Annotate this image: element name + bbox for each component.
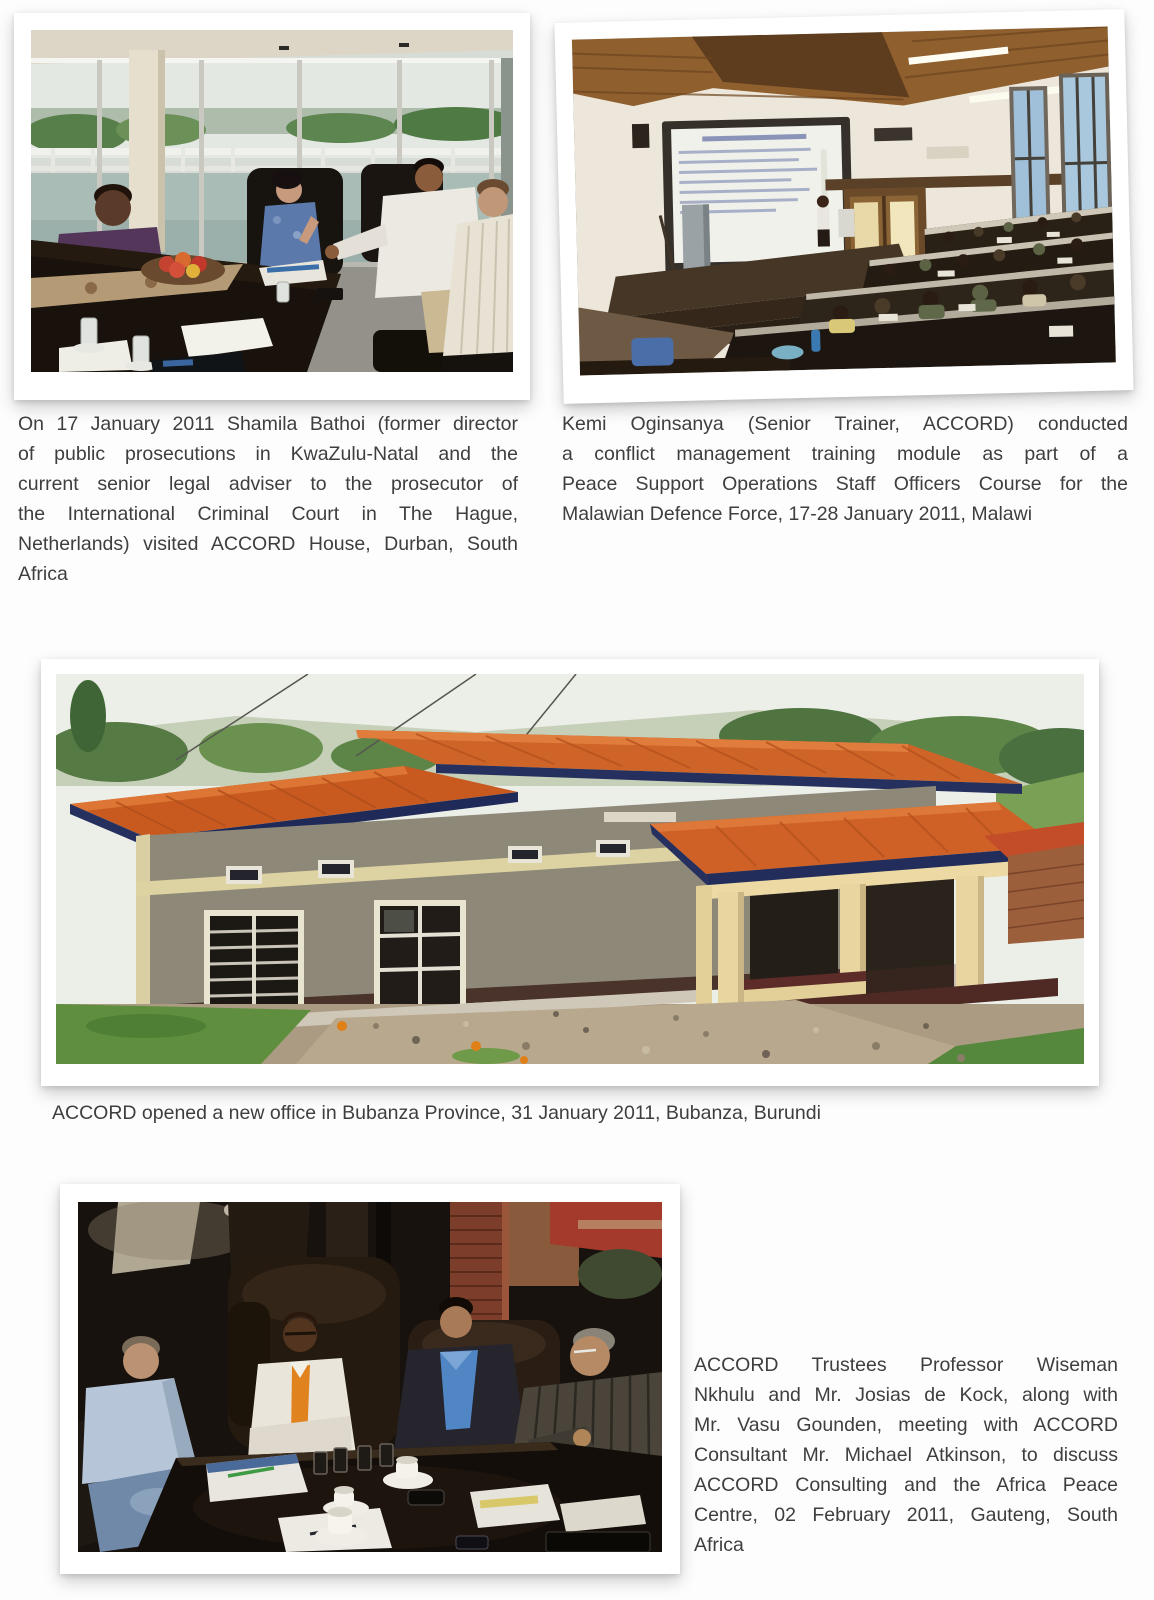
caption-line: of public prosecutions in KwaZulu-Natal and the bbox=[18, 443, 518, 465]
caption-line: ACCORD Trustees Professor Wiseman bbox=[694, 1354, 1118, 1376]
caption-line: Centre, 02 February 2011, Gauteng, South bbox=[694, 1504, 1118, 1526]
orange-flower bbox=[337, 1021, 347, 1031]
orange-flower bbox=[471, 1041, 481, 1051]
caption-line: Consultant Mr. Michael Atkinson, to discuss bbox=[694, 1444, 1118, 1466]
caption-line: Africa bbox=[694, 1534, 744, 1556]
caption-line: a conflict management training module as part of a bbox=[562, 443, 1128, 465]
water-bottle bbox=[811, 330, 821, 352]
speaker bbox=[632, 124, 650, 148]
mobile-phone bbox=[408, 1490, 444, 1505]
window-center bbox=[374, 900, 466, 1012]
caption-bubanza-office bbox=[52, 1098, 1072, 1128]
caption-line: ACCORD opened a new office in Bubanza Province, 31 January 2011, Bubanza, Burundi bbox=[52, 1102, 821, 1124]
photo-frame-trustees-meeting bbox=[60, 1184, 680, 1574]
blue-chair bbox=[631, 337, 674, 366]
office-building-illustration bbox=[56, 674, 1084, 1064]
caption-line: the International Criminal Court in The Hague, bbox=[18, 503, 518, 525]
photo-bubanza-office-building bbox=[56, 674, 1084, 1064]
caption-trustees-meeting bbox=[694, 1350, 1118, 1560]
caption-accord-house bbox=[18, 409, 518, 589]
photo-frame-accord-house bbox=[14, 13, 530, 400]
lecture-hall-illustration bbox=[572, 27, 1116, 376]
laptop bbox=[546, 1532, 650, 1552]
window-left bbox=[204, 910, 304, 1020]
caption-line: Africa bbox=[18, 563, 68, 585]
photo-accord-house-meeting bbox=[31, 30, 513, 372]
photo-frame-malawi-training bbox=[554, 9, 1133, 404]
caption-line: current senior legal adviser to the prosecutor of bbox=[18, 473, 518, 495]
caption-line: On 17 January 2011 Shamila Bathoi (former director bbox=[18, 413, 518, 435]
photo-trustees-meeting bbox=[78, 1202, 662, 1552]
caption-line: Mr. Vasu Gounden, meeting with ACCORD bbox=[694, 1414, 1118, 1436]
caption-malawi-training bbox=[562, 409, 1128, 529]
caption-line: Peace Support Operations Staff Officers Course for the bbox=[562, 473, 1128, 495]
caption-line: Nkhulu and Mr. Josias de Kock, along with bbox=[694, 1384, 1118, 1406]
mobile-phone bbox=[456, 1536, 488, 1549]
boardroom-meeting-illustration bbox=[31, 30, 513, 372]
photo-frame-bubanza-office bbox=[41, 659, 1099, 1086]
wall-vent bbox=[604, 812, 676, 822]
lounge-meeting-illustration bbox=[78, 1202, 662, 1552]
photo-malawi-lecture-hall bbox=[572, 27, 1116, 376]
caption-line: ACCORD Consulting and the Africa Peace bbox=[694, 1474, 1118, 1496]
orange-flower bbox=[520, 1056, 528, 1064]
caption-line: Netherlands) visited ACCORD House, Durban, South bbox=[18, 533, 518, 555]
caption-line: Kemi Oginsanya (Senior Trainer, ACCORD) conducted bbox=[562, 413, 1128, 435]
caption-line: Malawian Defence Force, 17-28 January 2011, Malawi bbox=[562, 503, 1033, 525]
